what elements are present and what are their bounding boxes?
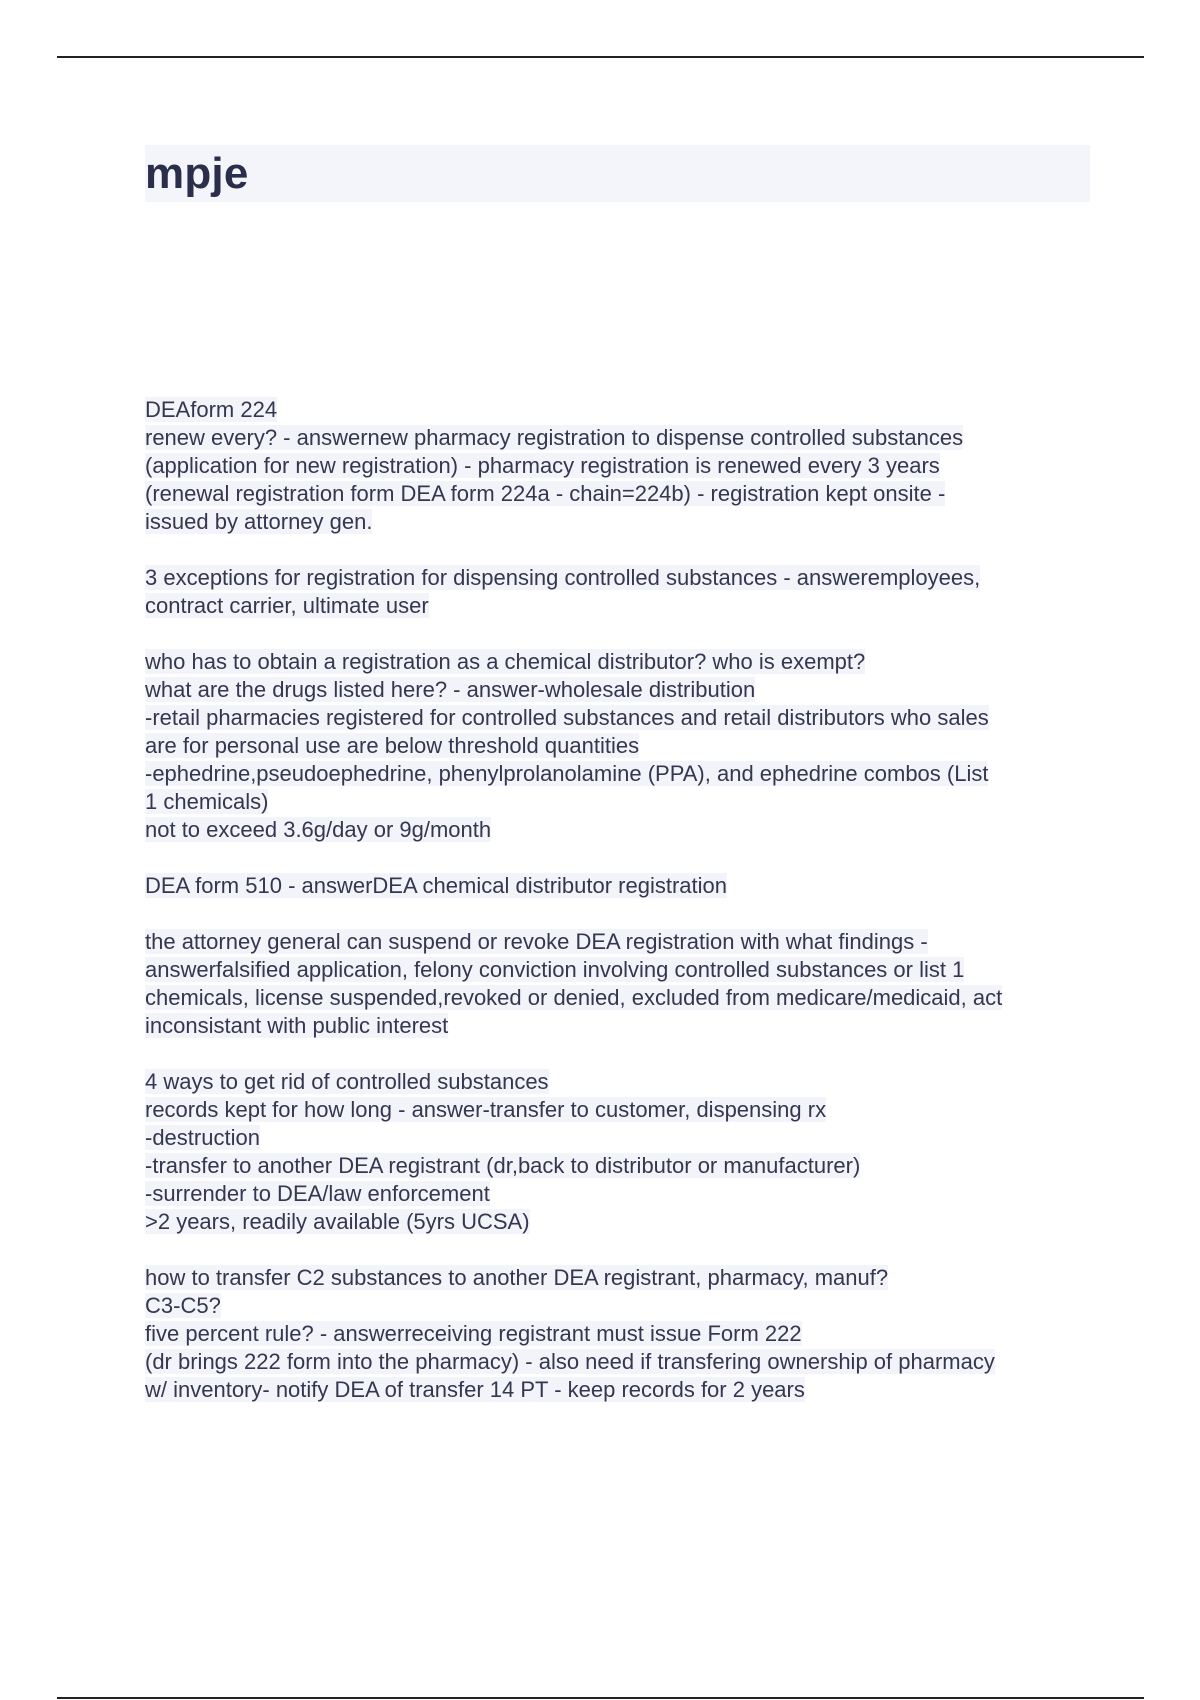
top-rule <box>57 56 1144 58</box>
text-line: how to transfer C2 substances to another DEA registrant, pharmacy, manuf? <box>145 1265 889 1290</box>
text-line: who has to obtain a registration as a chemical distributor? who is exempt? <box>145 649 866 674</box>
text-line: (application for new registration) - pharmacy registration is renewed every 3 years <box>145 453 940 478</box>
text-line: renew every? - answernew pharmacy registration to dispense controlled substances <box>145 425 964 450</box>
bottom-rule <box>57 1697 1144 1699</box>
text-line: DEAform 224 <box>145 397 278 422</box>
text-line: C3-C5? <box>145 1293 221 1318</box>
document-body <box>145 396 1095 1432</box>
text-line: issued by attorney gen. <box>145 509 373 534</box>
qa-block-suspend-revoke <box>145 928 1095 1040</box>
text-line: the attorney general can suspend or revoke DEA registration with what findings - <box>145 929 928 954</box>
document-title: mpje <box>145 149 249 198</box>
qa-block-deaform-224 <box>145 396 1095 536</box>
text-line: 4 ways to get rid of controlled substances <box>145 1069 549 1094</box>
text-line: are for personal use are below threshold quantities <box>145 733 640 758</box>
text-line: -retail pharmacies registered for controlled substances and retail distributors who sales <box>145 705 989 730</box>
text-line: 1 chemicals) <box>145 789 269 814</box>
qa-block-registration-exceptions <box>145 564 1095 620</box>
text-line: -ephedrine,pseudoephedrine, phenylprolanolamine (PPA), and ephedrine combos (List <box>145 761 989 786</box>
text-line: DEA form 510 - answerDEA chemical distributor registration <box>145 873 728 898</box>
qa-block-disposal-ways <box>145 1068 1095 1236</box>
text-line: records kept for how long - answer-transfer to customer, dispensing rx <box>145 1097 827 1122</box>
text-line: -destruction <box>145 1125 260 1150</box>
text-line: w/ inventory- notify DEA of transfer 14 PT - keep records for 2 years <box>145 1377 805 1402</box>
qa-block-dea-form-510 <box>145 872 1095 900</box>
text-line: (renewal registration form DEA form 224a - chain=224b) - registration kept onsite - <box>145 481 946 506</box>
text-line: inconsistant with public interest <box>145 1013 449 1038</box>
text-line: 3 exceptions for registration for dispensing controlled substances - answeremployees, <box>145 565 981 590</box>
text-line: not to exceed 3.6g/day or 9g/month <box>145 817 492 842</box>
text-line: answerfalsified application, felony conviction involving controlled substances or list 1 <box>145 957 965 982</box>
text-line: what are the drugs listed here? - answer-wholesale distribution <box>145 677 756 702</box>
title-band <box>145 145 1090 202</box>
text-line: contract carrier, ultimate user <box>145 593 429 618</box>
text-line: -transfer to another DEA registrant (dr,back to distributor or manufacturer) <box>145 1153 861 1178</box>
text-line: (dr brings 222 form into the pharmacy) - also need if transfering ownership of pharmacy <box>145 1349 995 1374</box>
text-line: five percent rule? - answerreceiving registrant must issue Form 222 <box>145 1321 802 1346</box>
qa-block-c2-transfer <box>145 1264 1095 1404</box>
text-line: >2 years, readily available (5yrs UCSA) <box>145 1209 530 1234</box>
qa-block-chemical-distributor <box>145 648 1095 844</box>
text-line: chemicals, license suspended,revoked or denied, excluded from medicare/medicaid, act <box>145 985 1003 1010</box>
text-line: -surrender to DEA/law enforcement <box>145 1181 490 1206</box>
